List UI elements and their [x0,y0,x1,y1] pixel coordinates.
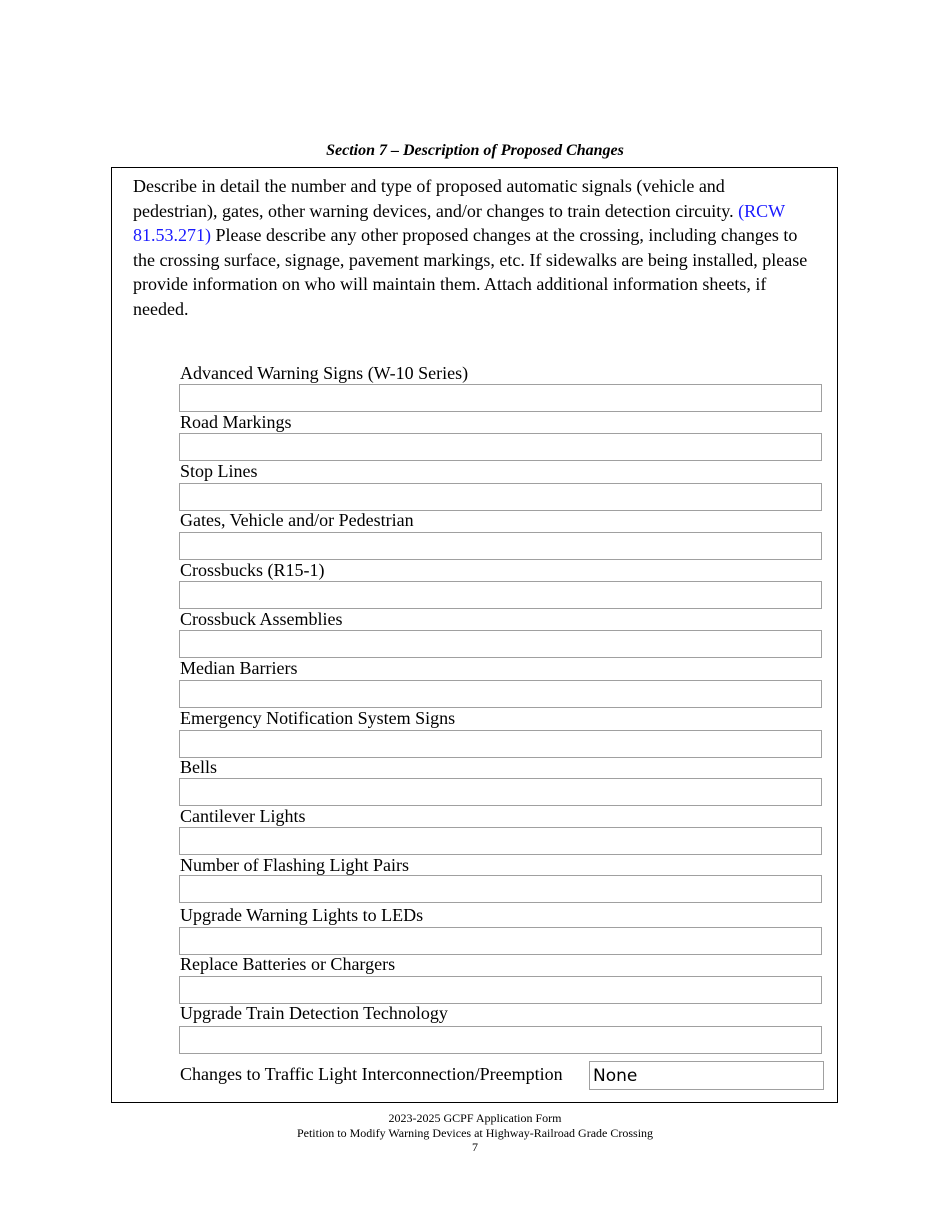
intro-text-end: Please describe any other proposed changes at the crossing, including changes to the crossing surface, signage, pavement markings, etc. If sidewalks are being installed, please provide information on who will maintain them. Attach additional information sheets, if needed. [133,225,808,319]
emergency-notification-signs-input[interactable] [179,730,822,758]
page-footer [0,1111,950,1155]
field-label-median-barriers: Median Barriers [180,658,298,678]
footer-form-title: 2023-2025 GCPF Application Form [388,1111,562,1125]
advanced-warning-signs-input[interactable] [179,384,822,412]
flashing-light-pairs-input[interactable] [179,875,822,903]
bells-input[interactable] [179,778,822,806]
footer-petition-title: Petition to Modify Warning Devices at Highway-Railroad Grade Crossing [296,1125,654,1140]
stop-lines-input[interactable] [179,483,822,511]
train-detection-input[interactable] [179,1026,822,1054]
upgrade-leds-input[interactable] [179,927,822,955]
section-title: Section 7 – Description of Proposed Changes [326,142,624,159]
field-label-stop-lines: Stop Lines [180,461,258,481]
field-label-road-markings: Road Markings [180,412,292,432]
crossbucks-input[interactable] [179,581,822,609]
field-label-flashing-light-pairs: Number of Flashing Light Pairs [180,855,409,875]
field-label-preemption: Changes to Traffic Light Interconnection/Preemption [180,1064,563,1084]
intro-paragraph [133,174,813,322]
cantilever-lights-input[interactable] [179,827,822,855]
field-label-crossbuck-assemblies: Crossbuck Assemblies [180,609,343,629]
page-number: 7 [472,1140,478,1154]
field-label-advanced-warning-signs: Advanced Warning Signs (W-10 Series) [180,363,469,383]
crossbuck-assemblies-input[interactable] [179,630,822,658]
field-label-emergency-notification-signs: Emergency Notification System Signs [180,708,456,728]
field-label-cantilever-lights: Cantilever Lights [180,806,306,826]
replace-batteries-input[interactable] [179,976,822,1004]
field-label-upgrade-leds: Upgrade Warning Lights to LEDs [180,905,424,925]
field-label-train-detection: Upgrade Train Detection Technology [180,1003,448,1023]
rcw-link[interactable]: (RCW 81.53.271) [133,200,785,246]
field-label-gates: Gates, Vehicle and/or Pedestrian [180,510,414,530]
intro-text-start: Describe in detail the number and type of proposed automatic signals (vehicle and pedestrian), gates, other warning devices, and/or changes to train detection circuity. [133,176,739,221]
preemption-input[interactable] [589,1061,824,1090]
gates-input[interactable] [179,532,822,560]
field-label-replace-batteries: Replace Batteries or Chargers [180,954,396,974]
road-markings-input[interactable] [179,433,822,461]
field-label-crossbucks: Crossbucks (R15-1) [180,560,325,580]
median-barriers-input[interactable] [179,680,822,708]
field-label-bells: Bells [180,757,218,777]
